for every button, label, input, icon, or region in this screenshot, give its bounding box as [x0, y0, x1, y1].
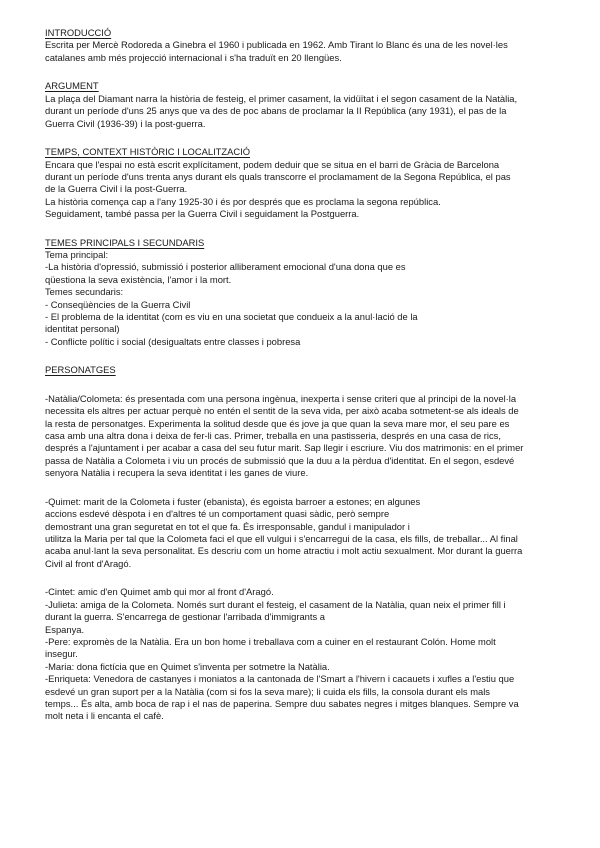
- text-line: Tema principal:: [45, 249, 109, 261]
- text-line: -La història d'opressió, submissió i posterior alliberament emocional d'una dona que es: [45, 261, 406, 273]
- text-line: identitat personal): [45, 323, 120, 335]
- text-line: necessita els altres per actuar perquè no entén el sentit de la seva vida, per això acaba sotmetent-se als ideals de: [45, 405, 519, 417]
- text-line: Seguidament, també passa per la Guerra Civil i seguidament la Postguerra.: [45, 208, 360, 220]
- text-line: la resta de personatges. Experimenta la solitud desde que és jove ja que quan la seva mare mor, el seu pare es: [45, 417, 510, 429]
- section-heading: TEMPS, CONTEXT HISTÒRIC I LOCALITZACIÓ: [45, 146, 251, 158]
- text-line: Guerra Civil (1936-39) i la post-guerra.: [45, 117, 206, 129]
- text-line: -Pere: expromès de la Natàlia. Era un bon home i treballava com a cuiner en el restaurant Colón. Home molt: [45, 635, 496, 647]
- spacer: [45, 130, 565, 146]
- text-line: demostrant una gran seguretat en tot el que fa. És irresponsable, gandul i manipulador i: [45, 520, 410, 532]
- text-line: de la Guerra Civil i la post-Guerra.: [45, 183, 188, 195]
- document-page: [45, 27, 565, 723]
- section-heading: INTRODUCCIÓ: [45, 27, 112, 38]
- text-line: casa amb una altra dona i deixa de fer-li cas. Primer, treballa en una pastisseria, després en una casa de rics,: [45, 430, 501, 442]
- text-line: Temes secundaris:: [45, 286, 124, 298]
- text-line: - El problema de la identitat (com es viu en una societat que condueix a la anul·lació de la: [45, 310, 418, 322]
- text-line: La plaça del Diamant narra la història de festeig, el primer casament, la vidüïtat i el segon casament de la Natàlia,: [45, 92, 518, 104]
- text-line: accions esdevé dèspota i en d'altres té un comportament quasi sàdic, però sempre: [45, 508, 390, 520]
- text-line: després a l'ajuntament i per acabar a casa del seu futur marit. Sap llegir i escriure. Viu dos matrimonis: en el primer: [45, 442, 524, 454]
- spacer: [45, 377, 565, 393]
- text-line: Espanya.: [45, 623, 85, 635]
- text-line: acaba anul·lant la seva personalitat. Es descriu com un home atractiu i molt actiu sexualment. Mor durant la guerra: [45, 545, 523, 557]
- text-line: durant un període d'uns 25 anys que va des de poc abans de proclamar la II República (any 1931), el pas de la: [45, 105, 507, 117]
- text-line: -Maria: dona fictícia que en Quimet s'inventa per sotmetre la Natàlia.: [45, 660, 330, 672]
- text-line: -Julieta: amiga de la Colometa. Només surt durant el festeig, el casament de la Natàlia, quan neix el primer fill i: [45, 598, 506, 610]
- text-line: esdevé un gran suport per a la Natàlia (com si fos la seva mare); li cuida els fills, la consola durant els mals: [45, 685, 490, 697]
- text-line: Escrita per Mercè Rodoreda a Ginebra el 1960 i publicada en 1962. Amb Tirant lo Blanc és una de les novel·les: [45, 39, 508, 51]
- text-line: -Quimet: marit de la Colometa i fuster (ebanista), és egoista barroer a estones; en algunes: [45, 495, 421, 507]
- section-heading: ARGUMENT: [45, 80, 99, 92]
- text-line: insegur.: [45, 648, 78, 660]
- spacer: [45, 220, 565, 236]
- text-line: -Enriqueta: Venedora de castanyes i moniatos a la cantonada de l'Smart a l'hivern i cacauets i xufles a l'estiu que: [45, 673, 515, 685]
- spacer: [45, 570, 565, 586]
- text-line: - Conflicte polític i social (desigualtats entre classes i pobresa: [45, 335, 301, 347]
- text-line: -Cintet: amic d'en Quimet amb qui mor al front d'Aragó.: [45, 586, 274, 598]
- text-line: durant un període d'uns trenta anys durant els quals transcorre el proclamament de la Segona República, el pas: [45, 170, 511, 182]
- text-line: passa de Natàlia a Colometa i viu un procés de submissió que la duu a la pèrdua d'identitat. En el segon, esdevé: [45, 454, 515, 466]
- text-line: Civil al front d'Aragó.: [45, 557, 132, 569]
- section-heading: TEMES PRINCIPALS I SECUNDARIS: [45, 236, 205, 248]
- text-line: molt neta i li encanta el cafè.: [45, 710, 164, 722]
- section-heading: PERSONATGES: [45, 364, 116, 376]
- text-line: -Natàlia/Colometa: és presentada com una persona ingènua, inexperta i sense criteri que al principi de la novel·la: [45, 392, 517, 404]
- spacer: [45, 64, 565, 80]
- spacer: [45, 348, 565, 364]
- text-line: Encara que l'espai no està escrit explícitament, podem deduir que se situa en el barri de Gràcia de Barcelona: [45, 158, 500, 170]
- text-line: utilitza la Maria per tal que la Colometa faci el que ell vulgui i s'encarregui de la casa, els fills, de treballar... Al final: [45, 533, 518, 545]
- text-line: senyora Natàlia i recupera la seva identitat i les ganes de viure.: [45, 467, 309, 479]
- text-line: temps... És alta, amb boca de rap i el nas de paperina. Sempre duu sabates negres i mitges blanques. Sempre va: [45, 697, 519, 709]
- text-line: qüestiona la seva existència, l'amor i la mort.: [45, 273, 232, 285]
- spacer: [45, 480, 565, 496]
- text-line: durant la guerra. S'encarrega de gestionar l'arribada d'immigrants a: [45, 611, 326, 623]
- text-line: - Conseqüències de la Guerra Civil: [45, 298, 191, 310]
- text-line: La història comença cap a l'any 1925-30 i és por després que es proclama la segona república.: [45, 195, 441, 207]
- text-line: catalanes amb més projecció internacional i s'ha traduït en 20 llengües.: [45, 51, 342, 63]
